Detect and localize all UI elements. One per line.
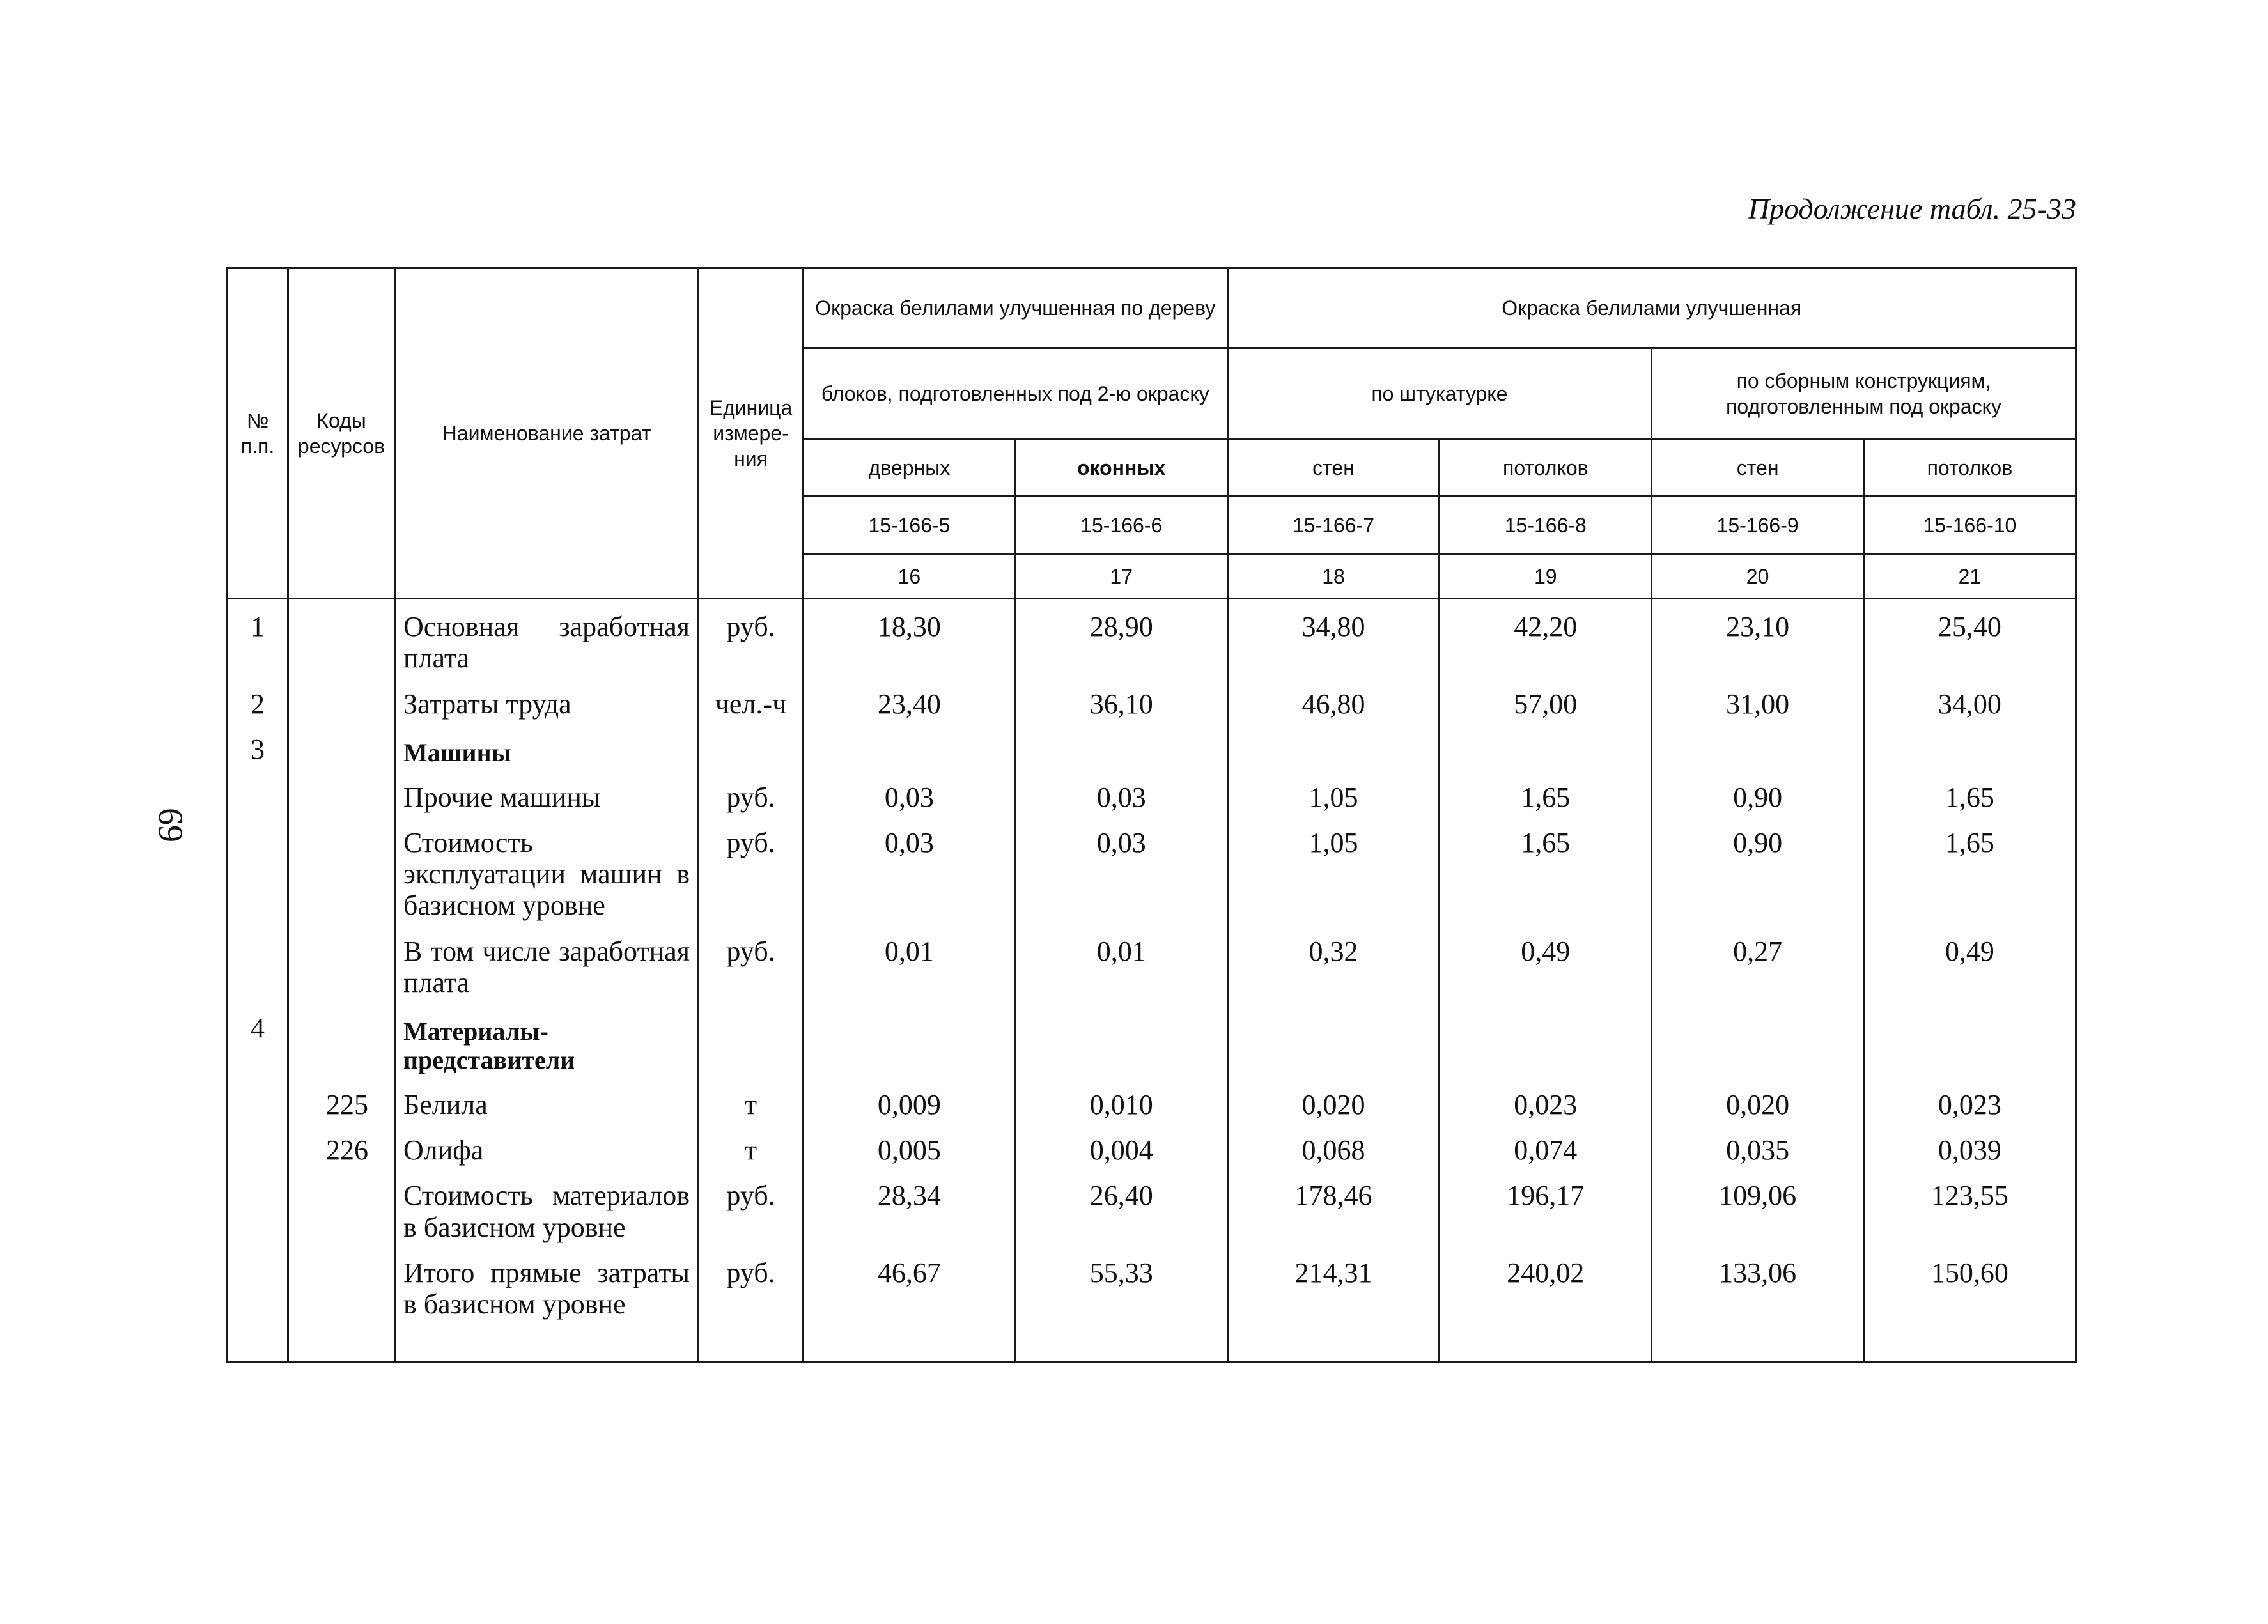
- row-value: 0,035: [1652, 1123, 1864, 1168]
- row-value: [804, 1001, 1016, 1078]
- row-value: [1440, 1001, 1652, 1078]
- row-value: 0,020: [1227, 1078, 1440, 1123]
- row-unit: руб.: [699, 924, 804, 1001]
- row-number: [228, 1246, 288, 1362]
- row-value: 1,65: [1864, 770, 2076, 816]
- row-value: 25,40: [1864, 599, 2076, 677]
- header-col-number: 18: [1227, 555, 1440, 599]
- row-number: 1: [228, 599, 288, 677]
- row-number: [228, 770, 288, 816]
- row-value: 0,03: [804, 770, 1016, 816]
- row-value: 0,020: [1652, 1078, 1864, 1123]
- row-number: [228, 1168, 288, 1246]
- row-value: 28,34: [804, 1168, 1016, 1246]
- row-value: [1015, 1001, 1227, 1078]
- row-value: 18,30: [804, 599, 1016, 677]
- row-value: 26,40: [1015, 1168, 1227, 1246]
- row-cost-name: В том числе заработная плата: [395, 924, 699, 1001]
- header-col-number: 17: [1015, 555, 1227, 599]
- row-number: [228, 1123, 288, 1168]
- row-cost-name: Стоимость материалов в базисном уровне: [395, 1168, 699, 1246]
- header-col-number: 16: [804, 555, 1016, 599]
- page-number: 69: [151, 808, 190, 842]
- header-sub-plaster: по штукатурке: [1227, 348, 1652, 440]
- header-resource-codes: Коды ресурсов: [288, 268, 395, 599]
- row-value: 0,01: [804, 924, 1016, 1001]
- row-unit: руб.: [699, 816, 804, 924]
- row-value: 1,65: [1440, 816, 1652, 924]
- row-value: 1,65: [1440, 770, 1652, 816]
- row-value: [1227, 1001, 1440, 1078]
- row-value: 196,17: [1440, 1168, 1652, 1246]
- header-col-number: 19: [1440, 555, 1652, 599]
- table-row: [228, 1078, 2076, 1123]
- row-cost-name: Основная заработная плата: [395, 599, 699, 677]
- row-resource-code: 226: [288, 1123, 395, 1168]
- row-value: 0,32: [1227, 924, 1440, 1001]
- row-value: 42,20: [1440, 599, 1652, 677]
- header-group-improved: Окраска белилами улучшенная: [1227, 268, 2076, 348]
- row-unit: чел.-ч: [699, 677, 804, 722]
- header-sub-blocks: блоков, подготовленных под 2-ю окраску: [804, 348, 1228, 440]
- table-row: [228, 599, 2076, 677]
- row-value: 240,02: [1440, 1246, 1652, 1362]
- header-unit: Единица измере-ния: [699, 268, 804, 599]
- row-value: 55,33: [1015, 1246, 1227, 1362]
- header-col-code: 15-166-8: [1440, 497, 1652, 555]
- header-col-number: 20: [1652, 555, 1864, 599]
- row-resource-code: [288, 1168, 395, 1246]
- row-value: 34,80: [1227, 599, 1440, 677]
- row-unit: [699, 1001, 804, 1078]
- row-value: 23,10: [1652, 599, 1864, 677]
- row-cost-name: Белила: [395, 1078, 699, 1123]
- row-value: 214,31: [1227, 1246, 1440, 1362]
- header-col-code: 15-166-6: [1015, 497, 1227, 555]
- row-number: [228, 924, 288, 1001]
- row-cost-name: Олифа: [395, 1123, 699, 1168]
- row-value: [804, 722, 1016, 770]
- row-value: 0,49: [1864, 924, 2076, 1001]
- header-item-number: № п.п.: [228, 268, 288, 599]
- header-col-label: стен: [1652, 440, 1864, 497]
- row-value: [1864, 722, 2076, 770]
- row-resource-code: [288, 599, 395, 677]
- header-col-label: потолков: [1440, 440, 1652, 497]
- row-value: 109,06: [1652, 1168, 1864, 1246]
- row-value: 0,010: [1015, 1078, 1227, 1123]
- header-col-label: стен: [1227, 440, 1440, 497]
- row-section-title: Материалы-представители: [395, 1001, 699, 1078]
- header-col-number: 21: [1864, 555, 2076, 599]
- row-resource-code: [288, 770, 395, 816]
- header-col-label: потолков: [1864, 440, 2076, 497]
- row-cost-name: Затраты труда: [395, 677, 699, 722]
- row-value: 0,03: [1015, 770, 1227, 816]
- table-continuation-caption: Продолжение табл. 25-33: [1748, 192, 2076, 225]
- row-value: 0,023: [1864, 1078, 2076, 1123]
- row-value: [1015, 722, 1227, 770]
- row-value: [1227, 722, 1440, 770]
- row-value: 1,05: [1227, 816, 1440, 924]
- row-unit: руб.: [699, 599, 804, 677]
- row-number: [228, 816, 288, 924]
- row-value: 28,90: [1015, 599, 1227, 677]
- row-value: 0,005: [804, 1123, 1016, 1168]
- row-value: 0,009: [804, 1078, 1016, 1123]
- table-row: [228, 1246, 2076, 1362]
- row-value: 0,27: [1652, 924, 1864, 1001]
- table-row: [228, 770, 2076, 816]
- row-value: 34,00: [1864, 677, 2076, 722]
- table-row: [228, 1123, 2076, 1168]
- row-value: [1864, 1001, 2076, 1078]
- row-number: 3: [228, 722, 288, 770]
- row-unit: руб.: [699, 1168, 804, 1246]
- row-value: 123,55: [1864, 1168, 2076, 1246]
- row-unit: руб.: [699, 1246, 804, 1362]
- row-cost-name: Стоимость эксплуатации машин в базисном уровне: [395, 816, 699, 924]
- row-section-title: Машины: [395, 722, 699, 770]
- table-row: [228, 677, 2076, 722]
- table-row: [228, 924, 2076, 1001]
- row-value: 0,039: [1864, 1123, 2076, 1168]
- header-col-code: 15-166-7: [1227, 497, 1440, 555]
- row-value: 0,90: [1652, 816, 1864, 924]
- row-value: 57,00: [1440, 677, 1652, 722]
- row-number: 2: [228, 677, 288, 722]
- row-value: [1652, 722, 1864, 770]
- row-value: 31,00: [1652, 677, 1864, 722]
- row-unit: [699, 722, 804, 770]
- row-value: 0,01: [1015, 924, 1227, 1001]
- row-cost-name: Прочие машины: [395, 770, 699, 816]
- row-value: 150,60: [1864, 1246, 2076, 1362]
- row-resource-code: [288, 722, 395, 770]
- row-number: [228, 1078, 288, 1123]
- resource-cost-table: [226, 267, 2077, 1363]
- header-col-code: 15-166-5: [804, 497, 1016, 555]
- row-value: 133,06: [1652, 1246, 1864, 1362]
- header-col-label: дверных: [804, 440, 1016, 497]
- row-resource-code: [288, 1246, 395, 1362]
- row-value: [1652, 1001, 1864, 1078]
- table-row: [228, 816, 2076, 924]
- table-row: [228, 1168, 2076, 1246]
- row-number: 4: [228, 1001, 288, 1078]
- row-unit: руб.: [699, 770, 804, 816]
- row-value: 36,10: [1015, 677, 1227, 722]
- row-value: 23,40: [804, 677, 1016, 722]
- row-resource-code: [288, 924, 395, 1001]
- row-unit: т: [699, 1123, 804, 1168]
- row-resource-code: 225: [288, 1078, 395, 1123]
- row-value: 1,05: [1227, 770, 1440, 816]
- header-col-code: 15-166-10: [1864, 497, 2076, 555]
- row-resource-code: [288, 816, 395, 924]
- row-value: 0,49: [1440, 924, 1652, 1001]
- row-cost-name: Итого прямые затраты в базисном уровне: [395, 1246, 699, 1362]
- row-value: [1440, 722, 1652, 770]
- header-group-wood: Окраска белилами улучшенная по дереву: [804, 268, 1228, 348]
- header-cost-name: Наименование затрат: [395, 268, 699, 599]
- row-value: 178,46: [1227, 1168, 1440, 1246]
- row-value: 0,03: [1015, 816, 1227, 924]
- table-row: [228, 1001, 2076, 1078]
- row-value: 0,068: [1227, 1123, 1440, 1168]
- row-value: 0,03: [804, 816, 1016, 924]
- header-sub-prefab: по сборным конструкциям, подготовленным под окраску: [1652, 348, 2076, 440]
- row-value: 0,90: [1652, 770, 1864, 816]
- row-value: 0,074: [1440, 1123, 1652, 1168]
- header-col-label: оконных: [1015, 440, 1227, 497]
- row-resource-code: [288, 677, 395, 722]
- row-value: 46,67: [804, 1246, 1016, 1362]
- header-col-code: 15-166-9: [1652, 497, 1864, 555]
- row-unit: т: [699, 1078, 804, 1123]
- row-value: 46,80: [1227, 677, 1440, 722]
- row-resource-code: [288, 1001, 395, 1078]
- table-row: [228, 722, 2076, 770]
- row-value: 0,004: [1015, 1123, 1227, 1168]
- row-value: 1,65: [1864, 816, 2076, 924]
- row-value: 0,023: [1440, 1078, 1652, 1123]
